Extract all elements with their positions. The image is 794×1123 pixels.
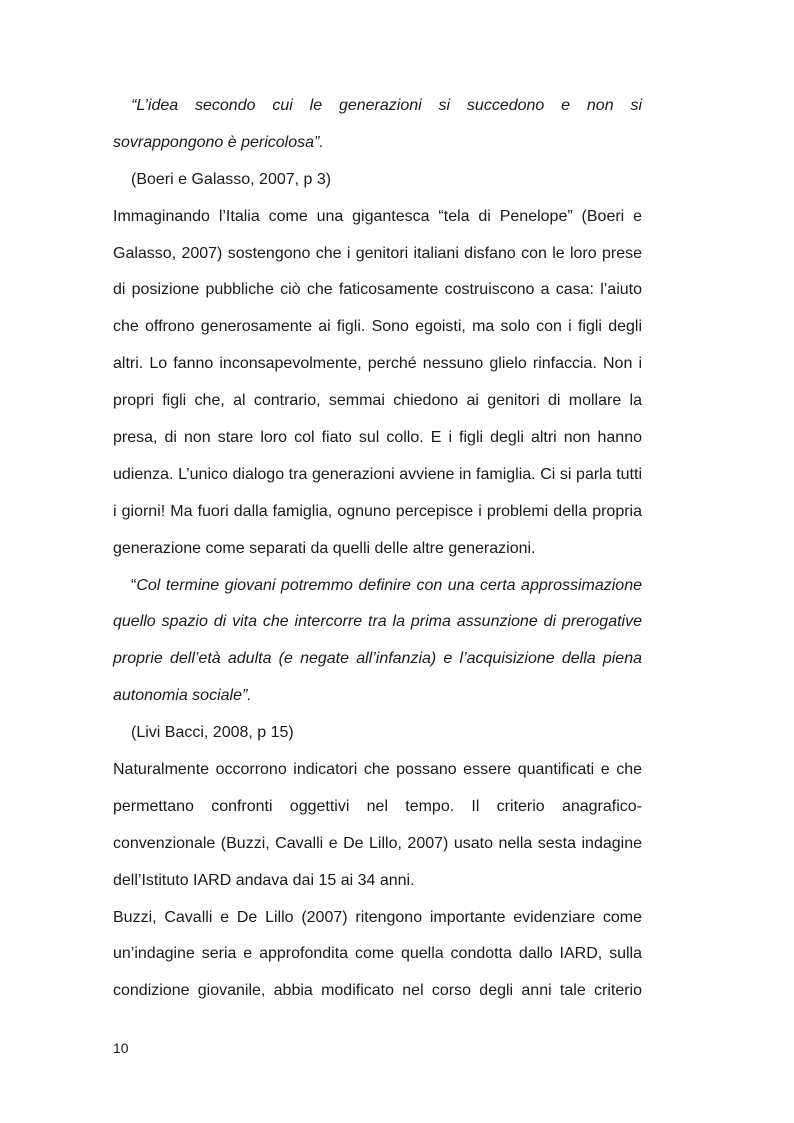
- paragraph: [113, 752, 642, 900]
- document-body: [113, 88, 642, 1010]
- quote-line: [113, 568, 642, 605]
- paragraph: [113, 199, 642, 568]
- paragraph-line: udienza. L’unico dialogo tra generazioni avviene in famiglia. Ci si parla tutti: [113, 465, 642, 483]
- block-quote: [113, 568, 642, 716]
- page-number: 10: [113, 1040, 129, 1056]
- paragraph-line: condizione giovanile, abbia modificato nel corso degli anni tale criterio: [113, 982, 642, 1000]
- quote-line: proprie dell’età adulta (e negate all’infanzia) e l’acquisizione della piena: [113, 650, 642, 668]
- quote-line: autonomia sociale”.: [113, 687, 252, 705]
- quote-text: Col termine giovani potremmo definire con una certa approssimazione: [136, 576, 642, 594]
- paragraph-line: propri figli che, al contrario, semmai chiedono ai genitori di mollare la: [113, 392, 642, 410]
- paragraph-line: i giorni! Ma fuori dalla famiglia, ognuno percepisce i problemi della propria: [113, 502, 642, 520]
- paragraph-line: dell’Istituto IARD andava dai 15 ai 34 anni.: [113, 871, 415, 889]
- paragraph-line: altri. Lo fanno inconsapevolmente, perché nessuno glielo rinfaccia. Non i: [113, 355, 642, 373]
- paragraph-line: di posizione pubbliche ciò che faticosamente costruiscono a casa: l’aiuto: [113, 281, 642, 299]
- paragraph-line: Immaginando l’Italia come una gigantesca “tela di Penelope” (Boeri e: [113, 207, 642, 225]
- paragraph: [113, 900, 642, 1011]
- paragraph-line: Galasso, 2007) sostengono che i genitori italiani disfano con le loro prese: [113, 244, 642, 262]
- quote-open-mark: “: [131, 576, 137, 594]
- paragraph-line: convenzionale (Buzzi, Cavalli e De Lillo, 2007) usato nella sesta indagine: [113, 834, 642, 852]
- paragraph-line: generazione come separati da quelli delle altre generazioni.: [113, 539, 536, 557]
- paragraph-line: Naturalmente occorrono indicatori che possano essere quantificati e che: [113, 761, 642, 779]
- quote-line: quello spazio di vita che intercorre tra la prima assunzione di prerogative: [113, 613, 642, 631]
- citation: (Livi Bacci, 2008, p 15): [131, 724, 294, 742]
- paragraph-line: Buzzi, Cavalli e De Lillo (2007) ritengono importante evidenziare come: [113, 908, 642, 926]
- paragraph-line: permettano confronti oggettivi nel tempo. Il criterio anagrafico-: [113, 797, 642, 815]
- paragraph-line: presa, di non stare loro col fiato sul collo. E i figli degli altri non hanno: [113, 429, 642, 447]
- quote-line: sovrappongono è pericolosa”.: [113, 133, 324, 151]
- paragraph-line: che offrono generosamente ai figli. Sono egoisti, ma solo con i figli degli: [113, 318, 642, 336]
- paragraph-line: un’indagine seria e approfondita come quella condotta dallo IARD, sulla: [113, 945, 642, 963]
- quote-line: “L’idea secondo cui le generazioni si succedono e non si: [131, 97, 642, 114]
- citation: (Boeri e Galasso, 2007, p 3): [131, 170, 332, 188]
